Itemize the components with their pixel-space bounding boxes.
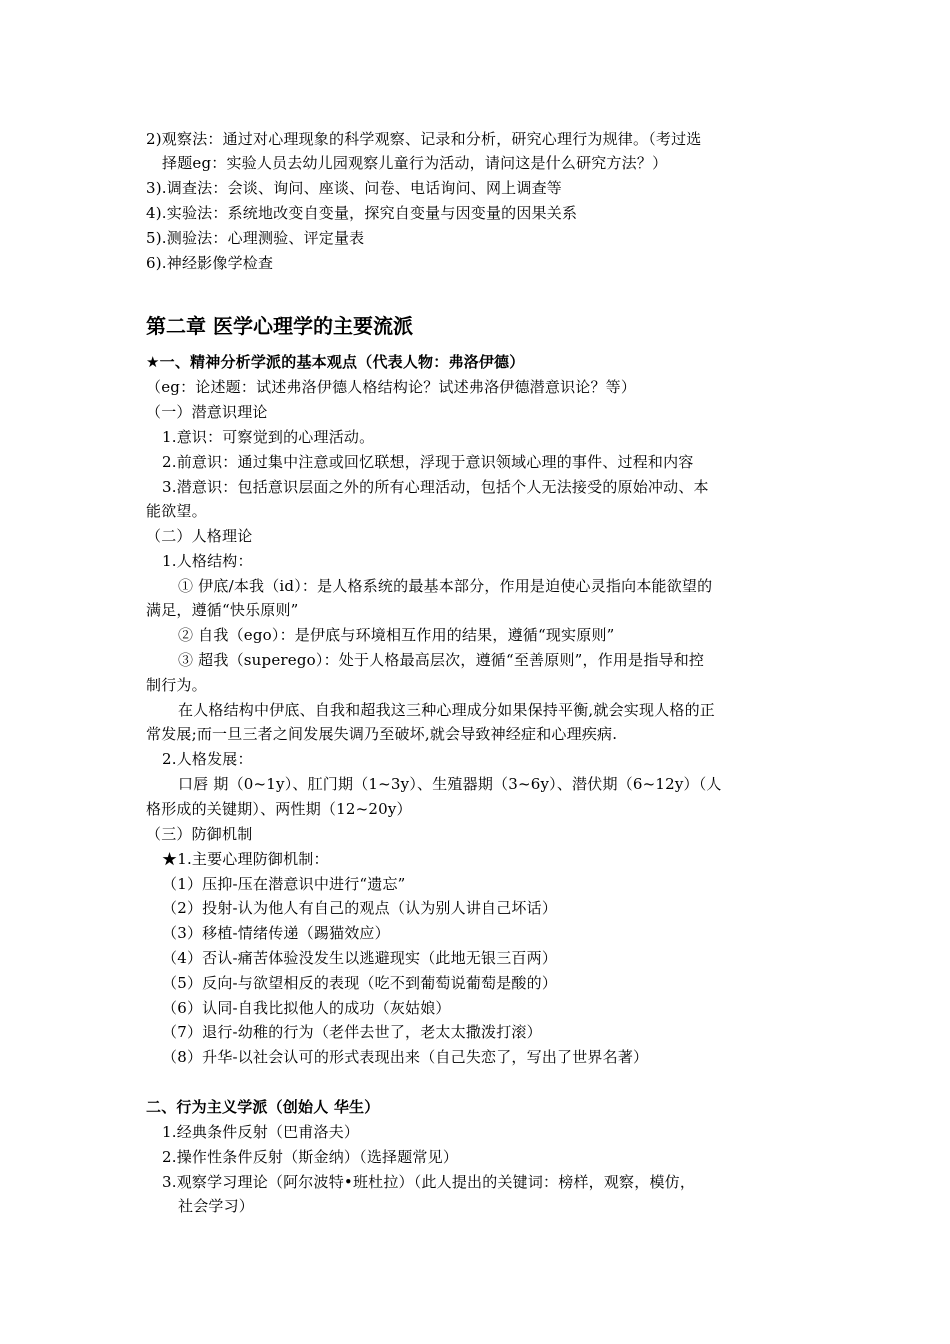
behaviorism-heading: 二、行为主义学派（创始人 华生）	[146, 1098, 380, 1116]
defense-item-identification: （6）认同-自我比拟他人的成功（灰姑娘）	[162, 999, 451, 1017]
defense-item-regression: （7）退行-幼稚的行为（老伴去世了，老太太撒泼打滚）	[162, 1023, 542, 1041]
personality-theory-title: （二）人格理论	[146, 527, 253, 545]
personality-ego: ② 自我（ego）：是伊底与环境相互作用的结果，遵循“现实原则”	[178, 626, 615, 644]
personality-balance-line1: 在人格结构中伊底、自我和超我这三种心理成分如果保持平衡,就会实现人格的正	[178, 701, 715, 719]
behaviorism-item-operant: 2.操作性条件反射（斯金纳）（选择题常见）	[162, 1148, 459, 1166]
defense-item-reaction-formation: （5）反向-与欲望相反的表现（吃不到葡萄说葡萄是酸的）	[162, 974, 558, 992]
psychoanalysis-heading: ★一、精神分析学派的基本观点（代表人物：弗洛伊德）	[146, 353, 525, 371]
method-survey: 3).调查法：会谈、询问、座谈、问卷、电话询问、网上调查等	[146, 179, 562, 197]
behaviorism-item-observational-line1: 3.观察学习理论（阿尔波特•班杜拉）（此人提出的关键词：榜样，观察，模仿，	[162, 1173, 696, 1191]
unconscious-item-unconscious-line1: 3.潜意识：包括意识层面之外的所有心理活动，包括个人无法接受的原始冲动、本	[162, 478, 709, 496]
personality-id-line1: ① 伊底/本我（id）：是人格系统的最基本部分，作用是迫使心灵指向本能欲望的	[178, 577, 713, 595]
defense-item-sublimation: （8）升华-以社会认可的形式表现出来（自己失恋了，写出了世界名著）	[162, 1048, 649, 1066]
personality-superego-line2: 制行为。	[146, 676, 207, 694]
defense-item-denial: （4）否认-痛苦体验没发生以逃避现实（此地无银三百两）	[162, 949, 558, 967]
defense-item-displacement: （3）移植-情绪传递（踢猫效应）	[162, 924, 390, 942]
defense-item-projection: （2）投射-认为他人有自己的观点（认为别人讲自己坏话）	[162, 899, 558, 917]
behaviorism-item-observational-line2: 社会学习）	[178, 1197, 255, 1215]
personality-superego-line1: ③ 超我（superego）：处于人格最高层次，遵循“至善原则”，作用是指导和控	[178, 651, 705, 669]
unconscious-item-conscious: 1.意识：可察觉到的心理活动。	[162, 428, 375, 446]
method-neuroimaging: 6).神经影像学检查	[146, 254, 274, 272]
defense-mechanism-title: （三）防御机制	[146, 825, 253, 843]
method-observation-line1: 2)观察法：通过对心理现象的科学观察、记录和分析，研究心理行为规律。（考过选	[146, 130, 702, 148]
behaviorism-item-classical: 1.经典条件反射（巴甫洛夫）	[162, 1123, 360, 1141]
chapter-title: 第二章 医学心理学的主要流派	[146, 314, 413, 338]
method-experiment: 4).实验法：系统地改变自变量，探究自变量与因变量的因果关系	[146, 204, 578, 222]
psychoanalysis-exam-note: （eg：论述题：试述弗洛伊德人格结构论？试述弗洛伊德潜意识论？等）	[146, 378, 637, 396]
personality-structure-title: 1.人格结构：	[162, 552, 253, 570]
defense-item-repression: （1）压抑-压在潜意识中进行“遗忘”	[162, 875, 406, 893]
unconscious-item-preconscious: 2.前意识：通过集中注意或回忆联想，浮现于意识领域心理的事件、过程和内容	[162, 453, 694, 471]
personality-balance-line2: 常发展;而一旦三者之间发展失调乃至破坏,就会导致神经症和心理疾病.	[146, 725, 618, 743]
method-test: 5).测验法：心理测验、评定量表	[146, 229, 365, 247]
defense-mechanism-subtitle: ★1.主要心理防御机制：	[162, 850, 329, 868]
unconscious-theory-title: （一）潜意识理论	[146, 403, 268, 421]
personality-stages-line1: 口唇 期（0~1y）、肛门期（1~3y）、生殖器期（3~6y）、潜伏期（6~12y）（人	[178, 775, 722, 793]
method-observation-line2: 择题eg：实验人员去幼儿园观察儿童行为活动，请问这是什么研究方法？）	[162, 154, 668, 172]
personality-stages-line2: 格形成的关键期）、两性期（12~20y）	[146, 800, 412, 818]
unconscious-item-unconscious-line2: 能欲望。	[146, 502, 207, 520]
personality-development-title: 2.人格发展：	[162, 750, 253, 768]
personality-id-line2: 满足，遵循“快乐原则”	[146, 601, 299, 619]
